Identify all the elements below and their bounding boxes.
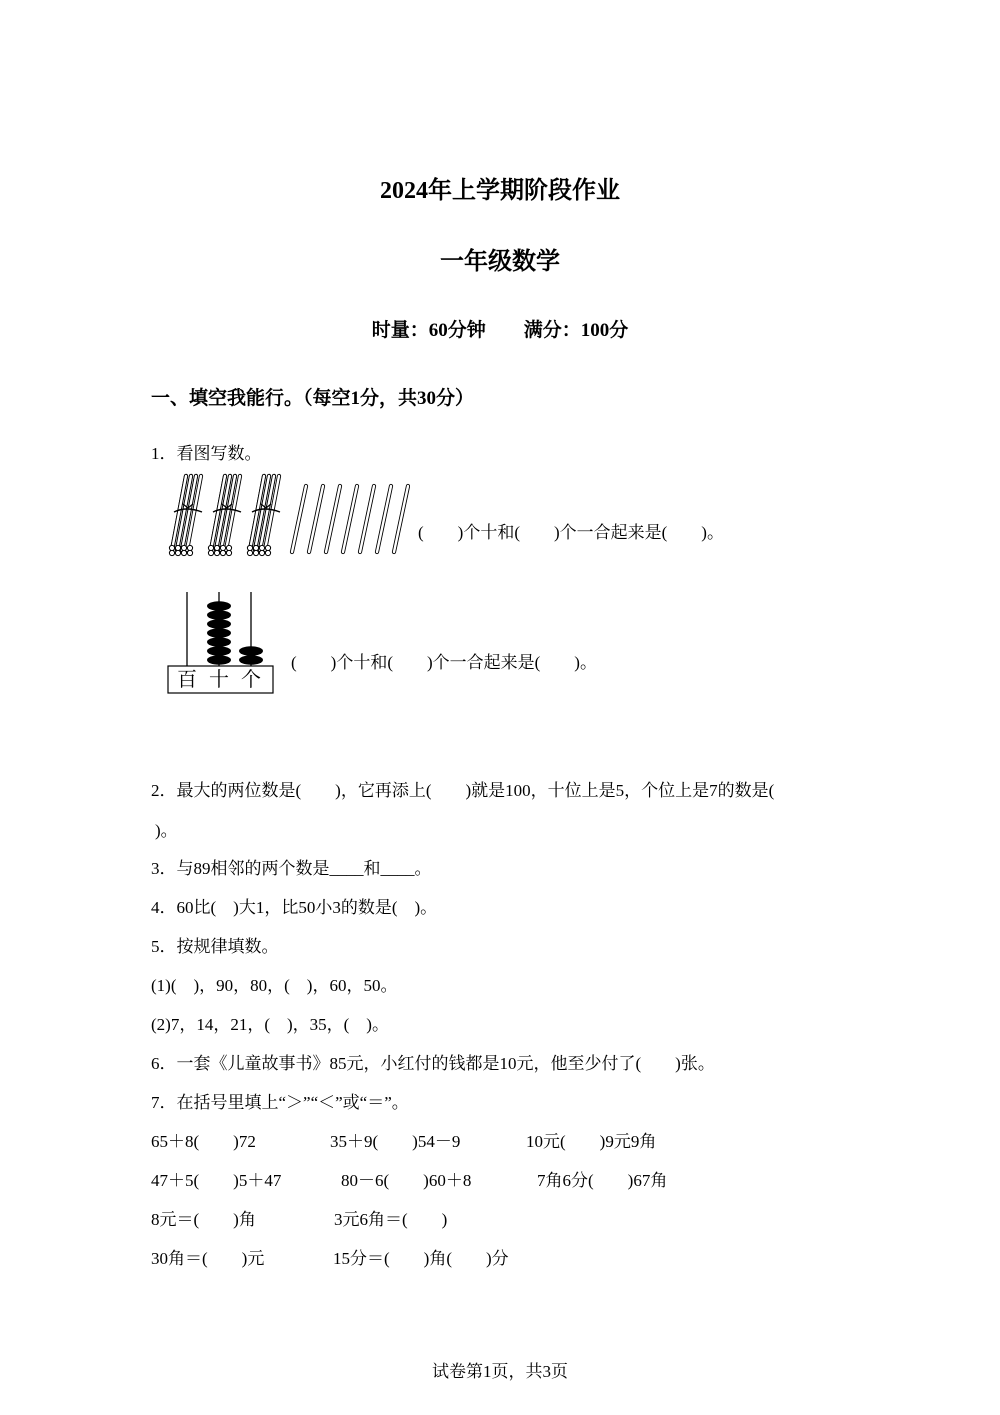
compare-item: 65＋8( )72 [151, 1132, 256, 1151]
single-stick [360, 486, 374, 552]
question-5-label: 5．按规律填数。 [151, 937, 279, 956]
compare-item: 47＋5( )5＋47 [151, 1171, 282, 1190]
single-stick [292, 486, 306, 552]
abacus-bead [207, 637, 231, 647]
abacus-bead [207, 628, 231, 638]
abacus-label-hundreds: 百 [177, 669, 197, 691]
compare-item: 7角6分( )67角 [537, 1171, 668, 1190]
abacus-bead [207, 610, 231, 620]
question-4: 4．60比( )大1，比50小3的数是( )。 [151, 898, 438, 917]
conversion-item: 8元＝( )角 [151, 1210, 256, 1229]
single-stick [309, 486, 323, 552]
section-heading: 一、填空我能行。（每空1分，共30分） [151, 388, 475, 409]
abacus-bead [239, 655, 263, 665]
abacus-beads [207, 601, 263, 665]
compare-item: 10元( )9元9角 [526, 1132, 657, 1151]
compare-item: 80－6( )60＋8 [341, 1171, 472, 1190]
question-6: 6．一套《儿童故事书》85元，小红付的钱都是10元，他至少付了( )张。 [151, 1054, 715, 1073]
question-2-line-1: 2．最大的两位数是( )，它再添上( )就是100，十位上是5，个位上是7的数是( [151, 781, 775, 800]
stick-bundle [169, 476, 202, 556]
question-2-line-2: )。 [155, 821, 178, 840]
single-sticks [292, 486, 408, 552]
single-stick [343, 486, 357, 552]
question-7-label: 7．在括号里填上“＞”“＜”或“＝”。 [151, 1093, 409, 1112]
compare-item: 35＋9( )54－9 [330, 1132, 461, 1151]
conversion-item: 3元6角＝( ) [334, 1210, 448, 1229]
counting-sticks-figure [160, 470, 410, 562]
stick-bundles [169, 476, 280, 556]
abacus-bead [207, 655, 231, 665]
abacus-figure [160, 588, 280, 698]
question-1-sticks-answer: ( )个十和( )个一合起来是( )。 [418, 523, 724, 542]
abacus-bead [207, 619, 231, 629]
single-stick [326, 486, 340, 552]
question-1-label: 1．看图写数。 [151, 444, 262, 463]
abacus-bead [207, 601, 231, 611]
question-5-part-1: (1)( )，90，80，( )，60，50。 [151, 976, 398, 995]
stick-bundle [247, 476, 280, 556]
abacus-bead [239, 646, 263, 656]
page-subtitle: 一年级数学 [440, 249, 560, 275]
question-3: 3．与89相邻的两个数是____和____。 [151, 859, 432, 878]
abacus-bead [207, 646, 231, 656]
single-stick [394, 486, 408, 552]
page-footer: 试卷第1页，共3页 [432, 1362, 568, 1381]
question-5-part-2: (2)7，14，21，( )，35，( )。 [151, 1015, 389, 1034]
stick-bundle [208, 476, 241, 556]
conversion-item: 15分＝( )角( )分 [333, 1249, 509, 1268]
abacus-label-ones: 个 [241, 669, 261, 691]
exam-meta: 时量：60分钟 满分：100分 [371, 320, 629, 341]
conversion-item: 30角＝( )元 [151, 1249, 265, 1268]
single-stick [377, 486, 391, 552]
abacus-label-tens: 十 [209, 669, 229, 691]
question-1-abacus-answer: ( )个十和( )个一合起来是( )。 [291, 653, 597, 672]
page-title: 2024年上学期阶段作业 [380, 178, 620, 204]
